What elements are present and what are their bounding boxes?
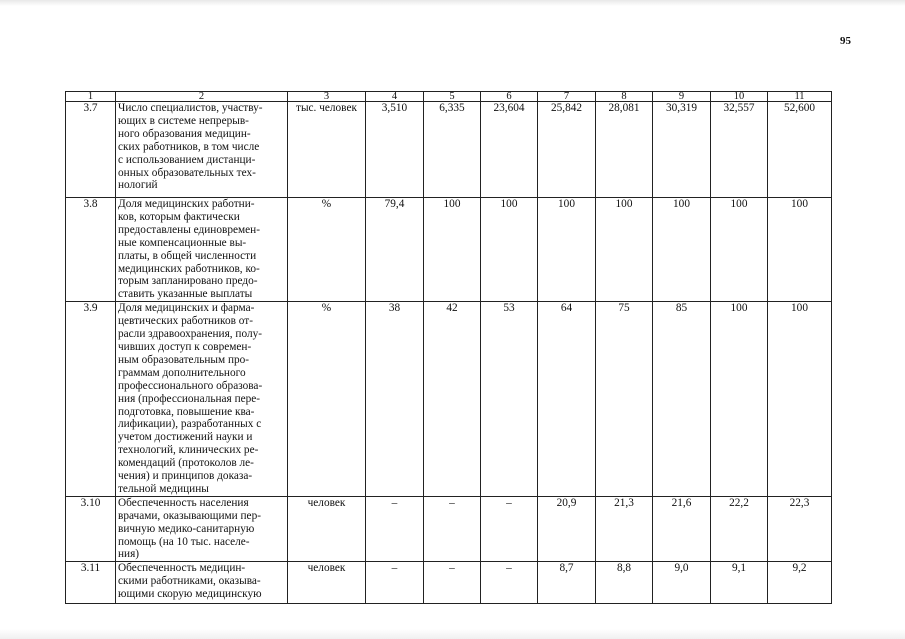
unit-cell: человек	[288, 496, 366, 562]
column-header: 6	[481, 92, 538, 102]
value-cell: 64	[538, 302, 596, 497]
unit-cell: %	[288, 302, 366, 497]
indicator-line: Доля медицинских и фарма-	[118, 302, 255, 315]
row-number: 3.9	[66, 302, 116, 497]
indicator-line: скими работниками, оказыва-	[118, 575, 261, 588]
value-cell: 22,2	[711, 496, 768, 562]
value-cell: –	[366, 496, 424, 562]
value-cell: 8,8	[596, 562, 653, 604]
table-row	[66, 302, 832, 497]
indicator-name	[116, 102, 288, 198]
table-row	[66, 198, 832, 302]
indicator-line: чивших доступ к современ-	[118, 340, 252, 353]
table-row	[66, 562, 832, 604]
row-number: 3.10	[66, 496, 116, 562]
column-header: 4	[366, 92, 424, 102]
column-header: 2	[116, 92, 288, 102]
indicator-line: комендаций (протоколов ле-	[118, 457, 254, 470]
indicator-line: Обеспеченность населения	[118, 496, 249, 509]
indicator-line: расли здравоохранения, полу-	[118, 328, 263, 341]
indicator-line: предоставлены единовремен-	[118, 223, 260, 236]
column-header: 11	[768, 92, 832, 102]
scan-top-edge	[0, 0, 905, 6]
column-header: 5	[424, 92, 481, 102]
indicator-line: чения) и принципов доказа-	[118, 470, 253, 483]
value-cell: 100	[711, 198, 768, 302]
indicator-line: ставить указанные выплаты	[118, 288, 253, 301]
indicator-line: врачами, оказывающими пер-	[118, 509, 261, 522]
unit-cell: тыс. человек	[288, 102, 366, 198]
indicator-line: ния (профессиональная пере-	[118, 392, 261, 405]
indicator-line: нологий	[118, 179, 158, 192]
row-number: 3.7	[66, 102, 116, 198]
value-cell: 8,7	[538, 562, 596, 604]
value-cell: 9,1	[711, 562, 768, 604]
indicator-line: граммам дополнительного	[118, 366, 246, 379]
column-number-row	[66, 92, 832, 102]
value-cell: 100	[711, 302, 768, 497]
table-row	[66, 496, 832, 562]
indicator-name	[116, 302, 288, 497]
indicator-name	[116, 496, 288, 562]
value-cell: 9,2	[768, 562, 832, 604]
column-header: 3	[288, 92, 366, 102]
value-cell: 6,335	[424, 102, 481, 198]
unit-cell: человек	[288, 562, 366, 604]
value-cell: –	[424, 496, 481, 562]
value-cell: 100	[596, 198, 653, 302]
value-cell: 20,9	[538, 496, 596, 562]
indicator-line: Обеспеченность медицин-	[118, 562, 246, 575]
value-cell: 100	[424, 198, 481, 302]
column-header: 7	[538, 92, 596, 102]
indicator-line: ния)	[118, 548, 140, 561]
row-number: 3.11	[66, 562, 116, 604]
value-cell: –	[424, 562, 481, 604]
value-cell: 42	[424, 302, 481, 497]
indicator-line: ным образовательным про-	[118, 353, 250, 366]
indicator-line: ющих в системе непрерыв-	[118, 114, 249, 127]
table-row	[66, 102, 832, 198]
indicator-line: вичную медико-санитарную	[118, 522, 255, 535]
value-cell: 85	[653, 302, 711, 497]
indicator-line: лификации), разработанных с	[118, 418, 262, 431]
value-cell: 100	[538, 198, 596, 302]
column-header: 9	[653, 92, 711, 102]
value-cell: 52,600	[768, 102, 832, 198]
value-cell: 21,3	[596, 496, 653, 562]
indicator-line: платы, в общей численности	[118, 249, 257, 262]
indicator-line: медицинских работников, ко-	[118, 262, 260, 275]
value-cell: –	[366, 562, 424, 604]
value-cell: 30,319	[653, 102, 711, 198]
indicator-name	[116, 198, 288, 302]
indicator-line: тельной медицины	[118, 482, 209, 495]
value-cell: 100	[768, 302, 832, 497]
indicator-line: торым запланировано предо-	[118, 275, 258, 288]
indicator-line: технологий, клинических ре-	[118, 444, 259, 457]
indicator-line: подготовка, повышение ква-	[118, 405, 255, 418]
indicator-table	[65, 91, 832, 604]
indicator-line: ков, которым фактически	[118, 210, 240, 223]
indicator-line: помощь (на 10 тыс. населе-	[118, 535, 250, 548]
value-cell: 25,842	[538, 102, 596, 198]
indicator-line: с использованием дистанци-	[118, 153, 256, 166]
value-cell: 28,081	[596, 102, 653, 198]
value-cell: 79,4	[366, 198, 424, 302]
indicator-line: учетом достижений науки и	[118, 431, 253, 444]
value-cell: 53	[481, 302, 538, 497]
value-cell: 38	[366, 302, 424, 497]
indicator-line: онных образовательных тех-	[118, 166, 256, 179]
indicator-line: ного образования медицин-	[118, 127, 251, 140]
page-number: 95	[840, 35, 851, 47]
indicator-line: цевтических работников от-	[118, 315, 253, 328]
value-cell: 23,604	[481, 102, 538, 198]
value-cell: 75	[596, 302, 653, 497]
value-cell: 21,6	[653, 496, 711, 562]
value-cell: 32,557	[711, 102, 768, 198]
indicator-line: профессионального образова-	[118, 379, 263, 392]
indicator-line: ные компенсационные вы-	[118, 236, 247, 249]
column-header: 8	[596, 92, 653, 102]
column-header: 10	[711, 92, 768, 102]
scan-bottom-edge	[0, 629, 905, 639]
column-header: 1	[66, 92, 116, 102]
unit-cell: %	[288, 198, 366, 302]
indicator-line: ющими скорую медицинскую	[118, 588, 262, 601]
value-cell: 100	[768, 198, 832, 302]
indicator-line: Число специалистов, участву-	[118, 102, 263, 114]
value-cell: 100	[481, 198, 538, 302]
indicator-line: Доля медицинских работни-	[118, 198, 255, 210]
indicator-line: ских работников, в том числе	[118, 140, 260, 153]
value-cell: 22,3	[768, 496, 832, 562]
row-number: 3.8	[66, 198, 116, 302]
value-cell: –	[481, 562, 538, 604]
indicator-name	[116, 562, 288, 604]
value-cell: 9,0	[653, 562, 711, 604]
value-cell: –	[481, 496, 538, 562]
value-cell: 100	[653, 198, 711, 302]
value-cell: 3,510	[366, 102, 424, 198]
